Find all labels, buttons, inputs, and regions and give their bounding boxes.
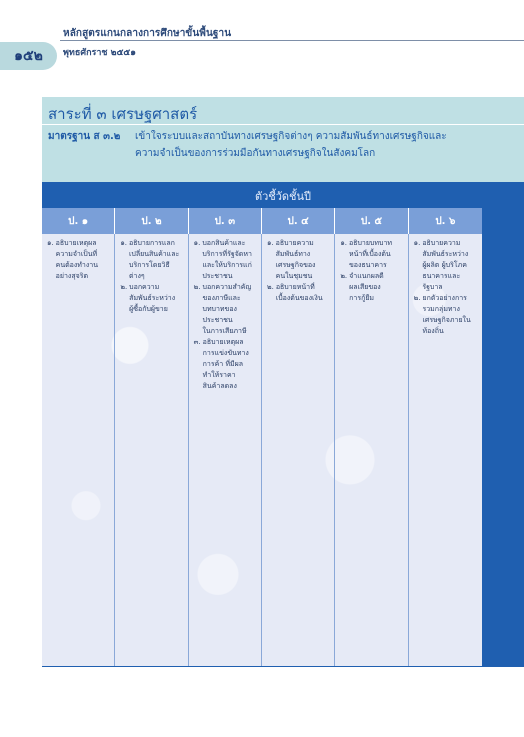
- indicator-text: จำแนกผลดี ผลเสียของ การกู้ยืม: [349, 272, 384, 302]
- indicator-number: ๒.: [193, 283, 201, 291]
- indicator-number: ๒.: [120, 283, 128, 291]
- standard-text-line2: ความจำเป็นของการร่วมมือกันทางเศรษฐกิจในสังคมโลก: [135, 148, 376, 159]
- grade-header: ป. ๕: [335, 208, 408, 234]
- indicator-table: [42, 208, 482, 666]
- indicator-number: ๑.: [266, 239, 274, 247]
- indicator-text: บอกสินค้าและ บริการที่รัฐจัดหา และให้บริการแก่ ประชาชน: [202, 239, 252, 280]
- indicator-number: ๑.: [413, 239, 421, 247]
- indicator-item: [194, 282, 258, 337]
- grade-header: ป. ๔: [262, 208, 335, 234]
- indicator-item: [120, 282, 184, 315]
- grade-column: [409, 234, 482, 666]
- indicator-item: [194, 337, 258, 392]
- strand-title: สาระที่ ๓ เศรษฐศาสตร์: [48, 105, 198, 123]
- indicator-number: ๑.: [340, 239, 347, 247]
- indicator-item: [267, 238, 331, 282]
- indicator-item: [340, 238, 404, 271]
- page-number-tab: [0, 42, 57, 70]
- indicator-text: อธิบายเหตุผล การแข่งขันทาง การค้า ที่มีผล ทำให้ราคา สินค้าลดลง: [202, 338, 249, 390]
- grade-column: [189, 234, 262, 666]
- indicator-number: ๑.: [47, 239, 54, 247]
- grade-header: ป. ๖: [435, 215, 456, 227]
- indicator-text: อธิบายบทบาท หน้าที่เบื้องต้น ของธนาคาร: [348, 239, 392, 269]
- indicator-item: [267, 282, 331, 304]
- indicator-heading: [42, 184, 524, 208]
- strand-divider: [42, 124, 524, 125]
- indicator-text: ยกตัวอย่างการ รวมกลุ่มทาง เศรษฐกิจภายใน ท้องถิ่น: [422, 294, 471, 335]
- standard-label: มาตรฐาน ส ๓.๒: [48, 131, 121, 142]
- table-body: [42, 234, 482, 666]
- indicator-item: [340, 271, 404, 304]
- page-number: ๑๕๒: [14, 48, 43, 64]
- indicator-text: บอกความสำคัญ ของภาษีและ บทบาทของ ประชาชน ในการเสียภาษี: [202, 283, 252, 335]
- grade-header: ป. ๒: [115, 208, 188, 234]
- indicator-number: ๒.: [413, 294, 421, 302]
- header-year: พุทธศักราช ๒๕๕๑: [63, 48, 136, 58]
- indicator-text: อธิบายความ สัมพันธ์ทาง เศรษฐกิจของ คนในชุมชน: [275, 239, 316, 280]
- indicator-item: [414, 293, 479, 337]
- table-header-row: [42, 208, 482, 234]
- indicator-number: ๑.: [193, 239, 201, 247]
- indicator-text: อธิบายการแลก เปลี่ยนสินค้าและ บริการโดยวิธี ต่างๆ: [129, 239, 180, 280]
- indicator-item: [194, 238, 258, 282]
- grade-header: ป. ๑: [42, 208, 115, 234]
- header-curriculum-title: หลักสูตรแกนกลางการศึกษาขั้นพื้นฐาน: [63, 28, 232, 39]
- grade-column: [42, 234, 115, 666]
- indicator-number: ๒.: [266, 283, 274, 291]
- indicator-item: [414, 238, 479, 293]
- header-rule: [60, 40, 524, 41]
- indicator-number: ๒.: [340, 272, 348, 280]
- indicator-number: ๑.: [120, 239, 127, 247]
- grade-column: [335, 234, 408, 666]
- indicator-text: อธิบายหน้าที่ เบื้องต้นของเงิน: [275, 283, 323, 302]
- grade-header: ป. ๓: [189, 208, 262, 234]
- grade-column: [115, 234, 188, 666]
- standard-text-line1: เข้าใจระบบและสถาบันทางเศรษฐกิจต่างๆ ความสัมพันธ์ทางเศรษฐกิจและ: [135, 131, 447, 142]
- indicator-text: อธิบายความ สัมพันธ์ระหว่าง ผู้ผลิต ผู้บริโภค ธนาคารและ รัฐบาล: [422, 239, 469, 291]
- grade-column: [262, 234, 335, 666]
- indicator-text: อธิบายเหตุผล ความจำเป็นที่ คนต้องทำงาน อย่างสุจริต: [55, 239, 98, 280]
- indicator-item: [120, 238, 184, 282]
- indicator-number: ๓.: [193, 338, 201, 346]
- indicator-text: บอกความ สัมพันธ์ระหว่าง ผู้ซื้อกับผู้ขาย: [129, 283, 176, 313]
- indicator-heading-label: ตัวชี้วัดชั้นปี: [254, 190, 312, 203]
- indicator-item: [47, 238, 111, 282]
